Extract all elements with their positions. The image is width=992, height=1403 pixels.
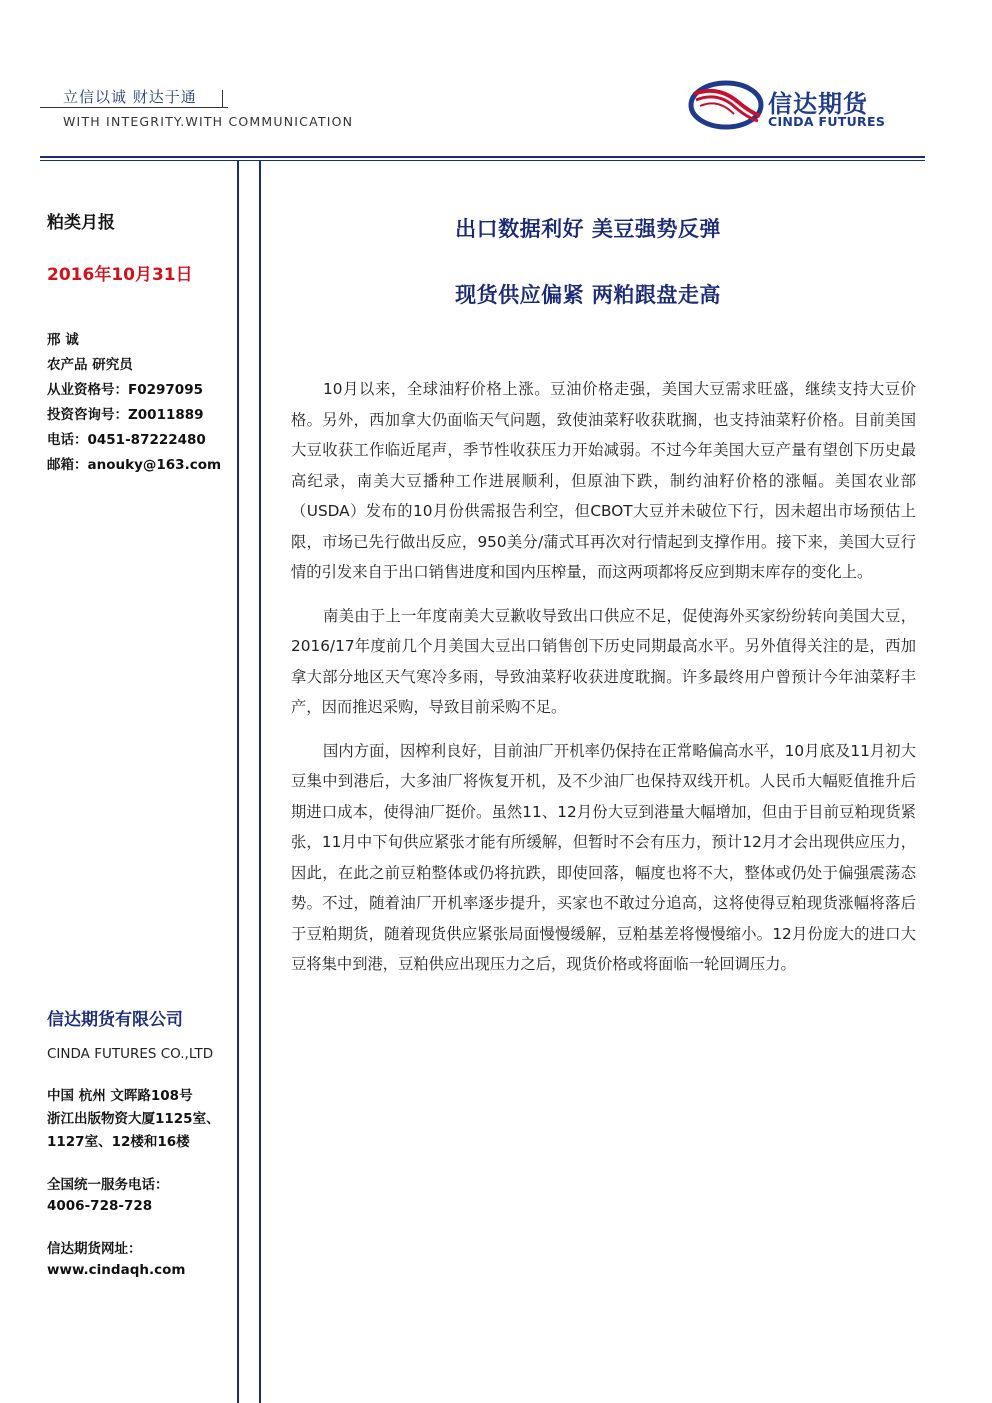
analyst-info: [47, 328, 221, 478]
service-tel: 4006-728-728: [47, 1198, 153, 1214]
analyst-title: 农产品 研究员: [47, 357, 133, 373]
address-line: 中国 杭州 文晖路108号: [47, 1088, 193, 1104]
report-date: 2016年10月31日: [47, 265, 193, 285]
company-tagline: WITH INTEGRITY.WITH COMMUNICATION: [63, 114, 354, 129]
company-name-en: CINDA FUTURES CO.,LTD: [47, 1046, 214, 1062]
brand-name-en: CINDA FUTURES: [768, 114, 886, 129]
body-paragraph: 国内方面，因榨利良好，目前油厂开机率仍保持在正常略偏高水平，10月底及11月初大豆集中到港后，大多油厂将恢复开机，及不少油厂也保持双线开机。人民币大幅贬值推升后期进口成本，使得油厂挺价。虽然11、12月份大豆到港量大幅增加，但由于目前豆粕现货紧张，11月中下旬供应紧张才能有所缓解，但暂时不会有压力，预计12月才会出现供应压力，因此，在此之前豆粕整体或仍将抗跌，即使回落，幅度也将不大，整体或仍处于偏强震荡态势。不过，随着油厂开机率逐步提升，买家也不敢过分追高，这将使得豆粕现货涨幅将落后于豆粕期货，随着现货供应紧张局面慢慢缓解，豆粕基差将慢慢缩小。12月份庞大的进口大豆将集中到港，豆粕供应出现压力之后，现货价格或将面临一轮回调压力。: [291, 741, 916, 973]
header-divider-thin: [40, 160, 925, 161]
website-link[interactable]: www.cindaqh.com: [47, 1262, 186, 1278]
sidebar-divider-right: [259, 160, 261, 1403]
report-type: 粕类月报: [47, 213, 115, 233]
brand-name-cn: 信达期货: [768, 90, 868, 118]
company-address: [47, 1085, 220, 1154]
sidebar-divider-left: [237, 160, 239, 1403]
body-paragraph: 南美由于上一年度南美大豆歉收导致出口供应不足，促使海外买家纷纷转向美国大豆，2016/17年度前几个月美国大豆出口销售创下历史同期最高水平。另外值得关注的是，西加拿大部分地区天气寒冷多雨，导致油菜籽收获进度耽搁。许多最终用户曾预计今年油菜籽丰产，因而推迟采购，导致目前采购不足。: [291, 606, 916, 716]
address-line: 浙江出版物资大厦1125室、: [47, 1111, 220, 1127]
slogan-underline: [40, 107, 228, 108]
company-name-cn: 信达期货有限公司: [47, 1010, 183, 1030]
report-body: [291, 374, 916, 993]
analyst-phone: 电话：0451-87222480: [47, 432, 206, 448]
address-line: 1127室、12楼和16楼: [47, 1134, 190, 1150]
body-paragraph: 10月以来，全球油籽价格上涨。豆油价格走强，美国大豆需求旺盛，继续支持大豆价格。另外，西加拿大仍面临天气问题，致使油菜籽收获耽搁，也支持油菜籽价格。目前美国大豆收获工作临近尾声，季节性收获压力开始减弱。不过今年美国大豆产量有望创下历史最高纪录，南美大豆播种工作进展顺利，但原油下跌，制约油籽价格的涨幅。美国农业部（USDA）发布的10月份供需报告利空，但CBOT大豆并未破位下行，因未超出市场预估上限，市场已先行做出反应，950美分/蒲式耳再次对行情起到支撑作用。接下来，美国大豆行情的引发来自于出口销售进度和国内压榨量，而这两项都将反应到期末库存的变化上。: [291, 380, 916, 581]
analyst-qualification: 从业资格号：F0297095: [47, 382, 203, 398]
report-title-line1: 出口数据利好 美豆强势反弹: [455, 217, 721, 241]
analyst-email[interactable]: 邮箱：anouky@163.com: [47, 457, 222, 473]
cinda-logo-icon: [688, 80, 764, 130]
company-slogan: 立信以诚 财达于通: [63, 88, 197, 106]
report-title-line2: 现货供应偏紧 两粕跟盘走高: [455, 283, 721, 307]
analyst-name: 邢 诚: [47, 332, 79, 348]
analyst-consult-number: 投资咨询号：Z0011889: [47, 407, 204, 423]
service-tel-label: 全国统一服务电话：: [47, 1177, 169, 1193]
slogan-divider: [222, 90, 223, 108]
header-divider: [40, 156, 925, 158]
website-label: 信达期货网址：: [47, 1241, 142, 1257]
